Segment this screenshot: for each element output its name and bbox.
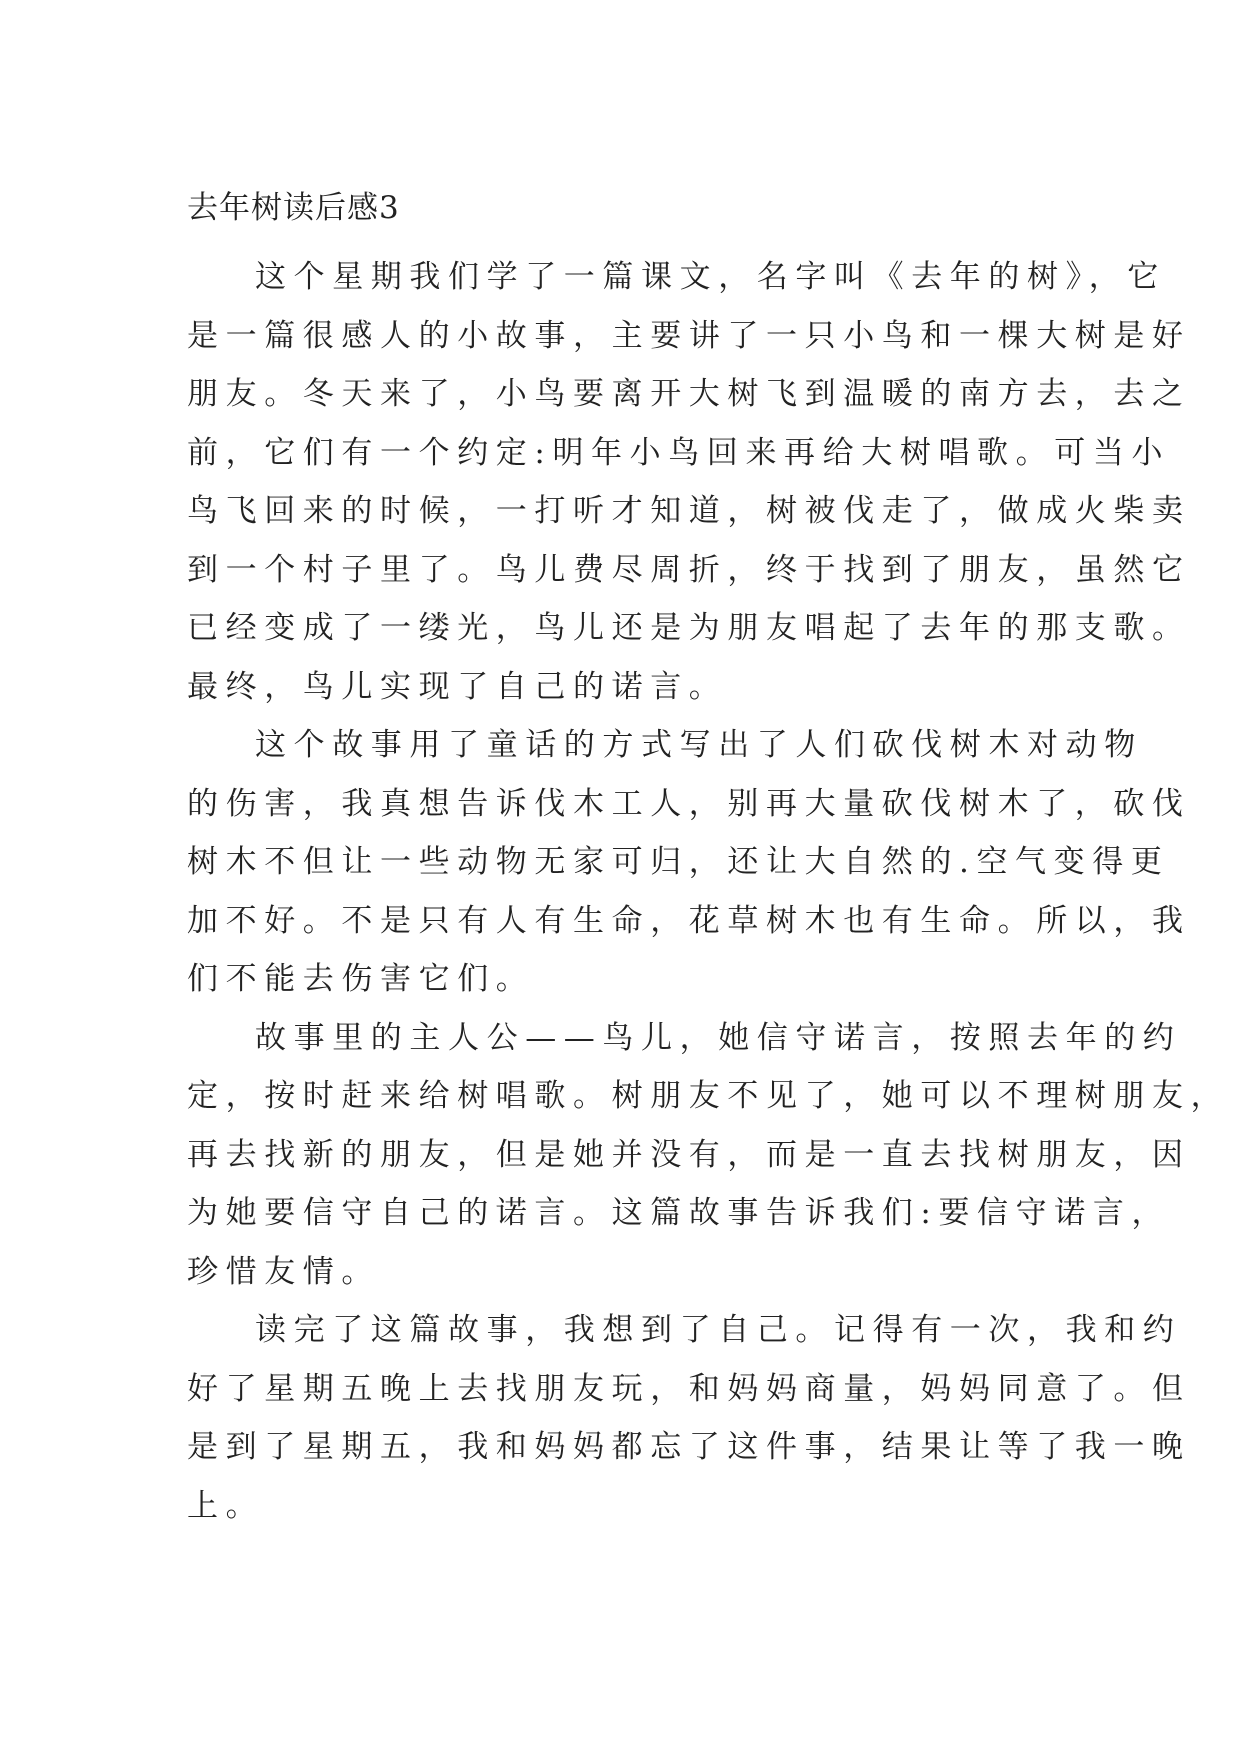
paragraph-line: 加不好。不是只有人有生命，花草树木也有生命。所以，我 xyxy=(187,902,1191,939)
paragraph-4 xyxy=(187,1301,1191,1535)
paragraph-line: 最终，鸟儿实现了自己的诺言。 xyxy=(187,668,728,705)
paragraph-line: 上。 xyxy=(187,1487,265,1524)
document-body xyxy=(187,248,1230,1535)
paragraph-line: 好了星期五晚上去找朋友玩，和妈妈商量，妈妈同意了。但 xyxy=(187,1370,1191,1407)
paragraph-line: 树木不但让一些动物无家可归，还让大自然的.空气变得更 xyxy=(187,844,1170,880)
paragraph-line: 鸟飞回来的时候，一打听才知道，树被伐走了，做成火柴卖 xyxy=(187,493,1191,529)
paragraph-line: 为她要信守自己的诺言。这篇故事告诉我们:要信守诺言， xyxy=(187,1195,1171,1231)
paragraph-line: 珍惜友情。 xyxy=(187,1253,380,1290)
paragraph-line: 是一篇很感人的小故事，主要讲了一只小鸟和一棵大树是好 xyxy=(187,317,1191,354)
document-title: 去年树读后感3 xyxy=(187,190,400,226)
paragraph-line: 朋友。冬天来了，小鸟要离开大树飞到温暖的南方去，去之 xyxy=(187,376,1191,412)
paragraph-line: 这个故事用了童话的方式写出了人们砍伐树木对动物 xyxy=(255,727,1143,763)
paragraph-line: 再去找新的朋友，但是她并没有，而是一直去找树朋友，因 xyxy=(187,1136,1191,1173)
paragraph-line: 读完了这篇故事，我想到了自己。记得有一次，我和约 xyxy=(255,1312,1182,1348)
paragraph-line: 故事里的主人公——鸟儿，她信守诺言，按照去年的约 xyxy=(255,1019,1182,1056)
paragraph-line: 到一个村子里了。鸟儿费尽周折，终于找到了朋友，虽然它 xyxy=(187,551,1191,588)
paragraph-line: 是到了星期五，我和妈妈都忘了这件事，结果让等了我一晚 xyxy=(187,1429,1191,1465)
paragraph-3 xyxy=(187,1009,1230,1302)
paragraph-line: 已经变成了一缕光，鸟儿还是为朋友唱起了去年的那支歌。 xyxy=(187,610,1191,646)
paragraph-line: 们不能去伤害它们。 xyxy=(187,961,535,997)
paragraph-2 xyxy=(187,716,1191,1009)
paragraph-line: 定，按时赶来给树唱歌。树朋友不见了，她可以不理树朋友， xyxy=(187,1078,1230,1114)
paragraph-1 xyxy=(187,248,1191,716)
paragraph-line: 前，它们有一个约定:明年小鸟回来再给大树唱歌。可当小 xyxy=(187,434,1171,471)
paragraph-line: 这个星期我们学了一篇课文，名字叫《去年的树》，它 xyxy=(255,259,1166,295)
paragraph-line: 的伤害，我真想告诉伐木工人，别再大量砍伐树木了，砍伐 xyxy=(187,785,1191,822)
